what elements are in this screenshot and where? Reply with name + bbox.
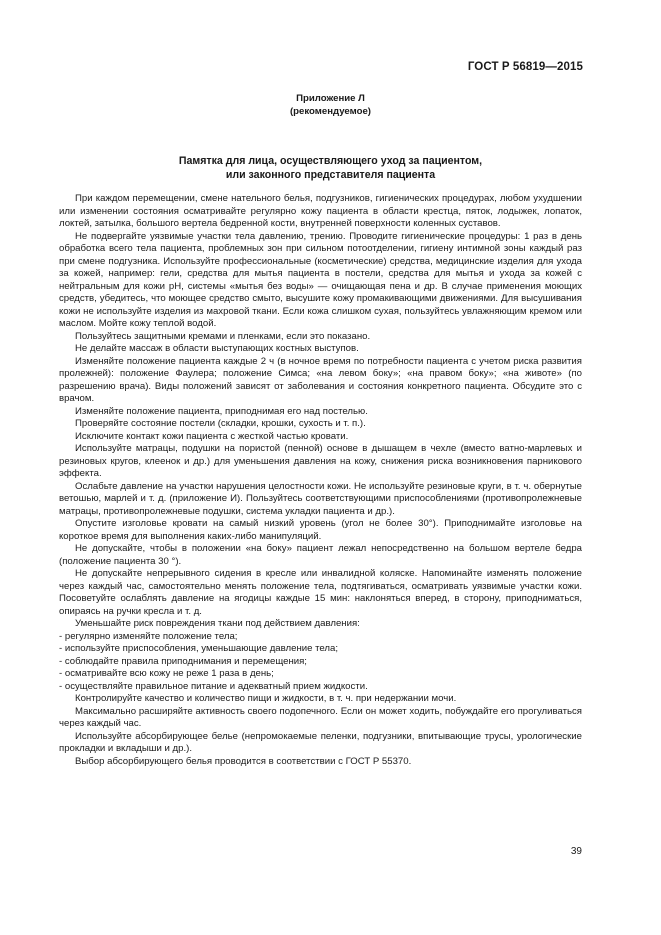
paragraph: Не допускайте непрерывного сидения в кресле или инвалидной коляске. Напоминайте изменять положение через каждый час, самостоятельно менять положение тела, подтягиваться, осматривать уязвимые участки кожи. Посоветуйте ослаблять давление на ягодицы каждые 15 мин: наклоняться вперед, в сторону, приподниматься, опираясь на ручки кресла и т. д. [59, 568, 582, 617]
list-item: - регулярно изменяйте положение тела; [59, 630, 238, 642]
paragraph: Пользуйтесь защитными кремами и пленками, если это показано. [75, 330, 371, 342]
appendix-heading [0, 92, 661, 118]
paragraph: Исключите контакт кожи пациента с жесткой частью кровати. [75, 430, 349, 442]
page-number: 39 [570, 846, 582, 857]
paragraph: Контролируйте качество и количество пищи и жидкости, в т. ч. при недержании мочи. [75, 693, 457, 704]
paragraph: Не делайте массаж в области выступающих костных выступов. [75, 343, 359, 354]
list-item: - используйте приспособления, уменьшающие давление тела; [59, 643, 339, 654]
paragraph: Изменяйте положение пациента, приподнимая его над постелью. [75, 405, 368, 417]
paragraph: При каждом перемещении, смене нательного белья, подгузников, гигиенических процедурах, любом ухудшении или изменении состояния осматривайте регулярно кожу пациента в области крестца, пяток, лодыжек, лопаток, локтей, затылка, большого вертела бедренной кости, внутренней поверхности коленных суставов. [59, 193, 582, 229]
document-title-line1: Памятка для лица, осуществляющего уход за пациентом, [178, 155, 483, 167]
document-title [0, 154, 661, 182]
paragraph: Используйте абсорбирующее белье (непромокаемые пеленки, подгузники, впитывающие трусы, урологические прокладки и вкладыши и др.). [59, 730, 582, 754]
standard-number: ГОСТ Р 56819—2015 [467, 61, 583, 73]
list-item: - соблюдайте правила приподнимания и перемещения; [59, 655, 307, 667]
paragraph: Не подвергайте уязвимые участки тела давлению, трению. Проводите гигиенические процедуры: 1 раз в день обработка всего тела пациента, проблемных зон при сильном потоотделении, гигиену интимной зоны каждый раз при смене подгузника. Используйте профессиональные (косметические) средства, медицинские изделия для ухода за кожей, например: гели, средства для мытья пациента в постели, средства для мытья и ухода за кожей с нейтральным для кожи pH, системы «мытья без воды» — очищающая пена и др. В случае применения моющих средств, убедитесь, что моющее средство смыто, высушите кожу промакивающими движениями. Для высушивания кожи не используйте изделия из махровой ткани. Если кожа слишком сухая, пользуйтесь увлажняющим кремом или маслом. Мойте кожу теплой водой. [59, 230, 582, 329]
appendix-title: Приложение Л [296, 93, 365, 104]
document-title-line2: или законного представителя пациента [225, 169, 436, 181]
paragraph: Ослабьте давление на участки нарушения целостности кожи. Не используйте резиновые круги, в т. ч. обернутые ветошью, марлей и т. д. (приложение И). Пользуйтесь соответствующими приспособлениями (противопролежневые матрацы, противопролежневые подушки, система укладки пациента и др.). [59, 480, 582, 517]
appendix-subtitle: (рекомендуемое) [289, 106, 371, 117]
paragraph: Опустите изголовье кровати на самый низкий уровень (угол не более 30°). Приподнимайте изголовье на короткое время для выполнения каких-либо манипуляций. [59, 518, 582, 542]
body-text [59, 193, 582, 768]
paragraph: Используйте матрацы, подушки на пористой (пенной) основе в дышащем в чехле (вместо ватно-марлевых и резиновых кругов, клеенок и др.) для уменьшения давления на кожу, снижения риска возникновения парникового эффекта. [59, 443, 582, 479]
paragraph: Проверяйте состояние постели (складки, крошки, сухость и т. п.). [75, 418, 366, 429]
list-item: - осуществляйте правильное питание и адекватный прием жидкости. [59, 680, 368, 692]
paragraph: Максимально расширяйте активность своего подопечного. Если он может ходить, побуждайте его прогуливаться через каждый час. [59, 705, 582, 729]
paragraph: Выбор абсорбирующего белья проводится в соответствии с ГОСТ Р 55370. [75, 755, 412, 767]
paragraph: Не допускайте, чтобы в положении «на боку» пациент лежал непосредственно на большом вертеле бедра (положение пациента 30 °). [59, 543, 582, 567]
paragraph: Изменяйте положение пациента каждые 2 ч (в ночное время по потребности пациента с учетом риска развития пролежней): положение Фаулера; положение Симса; «на левом боку»; «на правом боку»; «на животе» (по разрешению врача). Виды положений зависят от заболевания и состояния конкретного пациента. Обсудите это с врачом. [59, 355, 582, 404]
list-item: - осматривайте всю кожу не реже 1 раза в день; [59, 668, 274, 679]
paragraph: Уменьшайте риск повреждения ткани под действием давления: [75, 618, 360, 629]
